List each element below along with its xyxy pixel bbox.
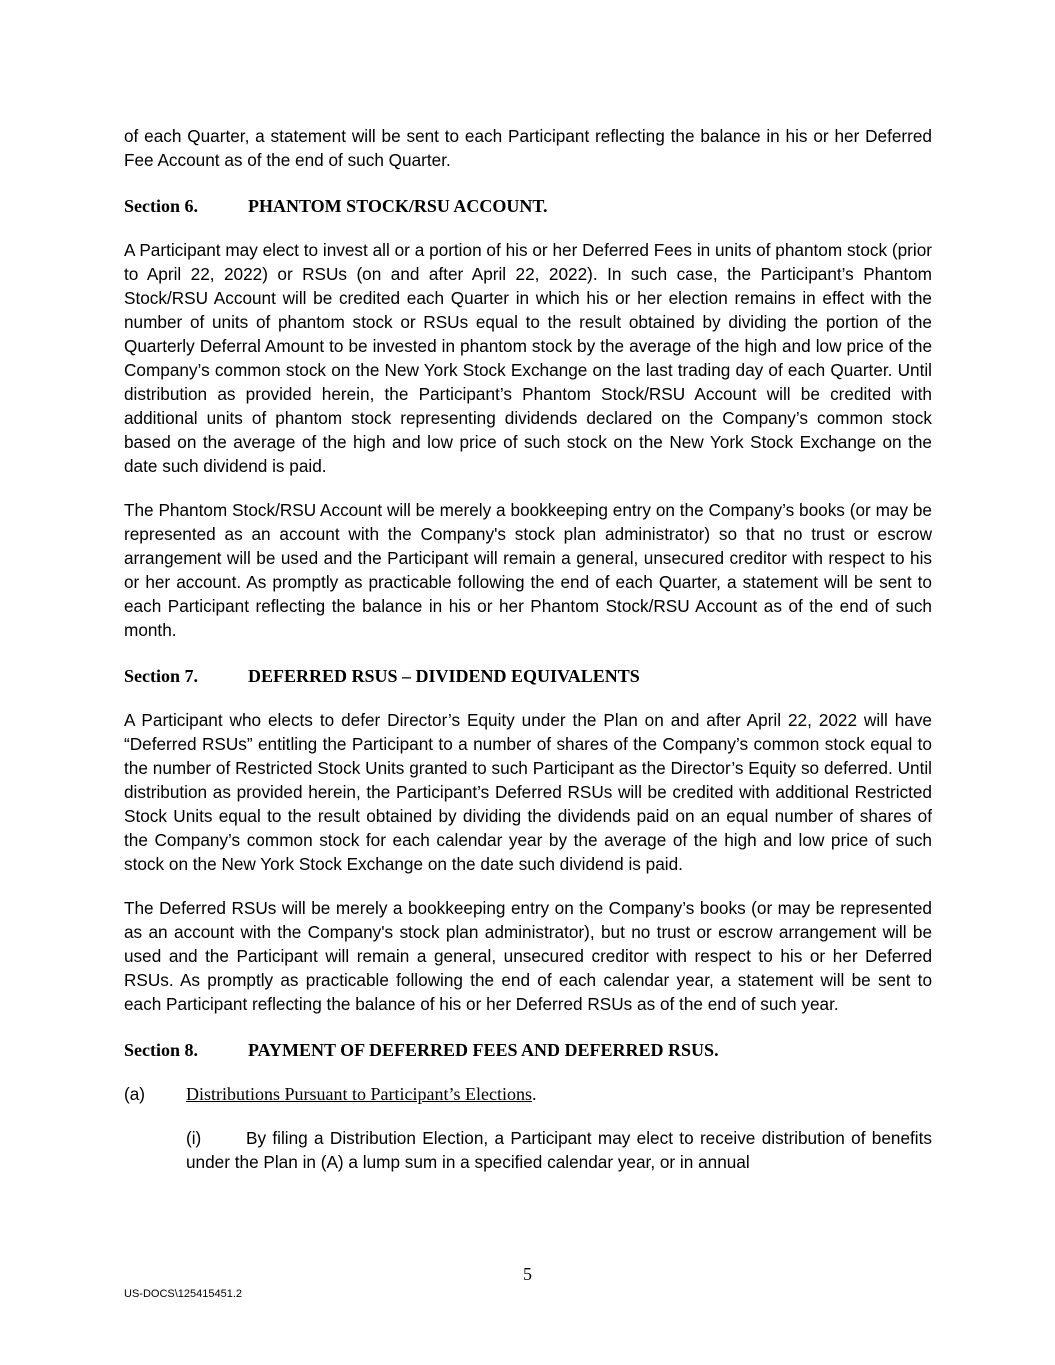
document-id: US-DOCS\125415451.2 bbox=[124, 1288, 243, 1300]
section-6-number: Section 6. bbox=[124, 196, 198, 216]
section-7-number: Section 7. bbox=[124, 666, 198, 686]
section-7-paragraph-1: A Participant who elects to defer Director’s Equity under the Plan on and after April 22, 2022 will have “Deferred RSUs” entitling the Participant to a number of shares of the Company’s common stock equal to the number of Restricted Stock Units granted to such Participant as the Director’s Equity so deferred. Until distribution as provided herein, the Participant’s Deferred RSUs will be credited with additional Restricted Stock Units equal to the result obtained by dividing the dividends paid on an equal number of shares of the Company’s common stock for each calendar year by the average of the high and low price of such stock on the New York Stock Exchange on the date such dividend is paid. bbox=[124, 710, 932, 874]
section-6-heading bbox=[124, 194, 932, 218]
subsection-a bbox=[124, 1082, 932, 1106]
section-7-title: DEFERRED RSUS – DIVIDEND EQUIVALENTS bbox=[248, 666, 640, 686]
page-number: 5 bbox=[523, 1264, 532, 1284]
subsection-a-label: (a) bbox=[124, 1084, 146, 1104]
section-6-paragraph-2: The Phantom Stock/RSU Account will be merely a bookkeeping entry on the Company’s books (or may be represented as an account with the Company's stock plan administrator) so that no trust or escrow arrangement will be used and the Participant will remain a general, unsecured creditor with respect to his or her account. As promptly as practicable following the end of each Quarter, a statement will be sent to each Participant reflecting the balance in his or her Phantom Stock/RSU Account as of the end of such month. bbox=[124, 500, 932, 640]
section-7-paragraph-2: The Deferred RSUs will be merely a bookkeeping entry on the Company’s books (or may be represented as an account with the Company's stock plan administrator), but no trust or escrow arrangement will be used and the Participant will remain a general, unsecured creditor with respect to his or her Deferred RSUs. As promptly as practicable following the end of each calendar year, a statement will be sent to each Participant reflecting the balance of his or her Deferred RSUs as of the end of such year. bbox=[124, 898, 932, 1014]
section-8-number: Section 8. bbox=[124, 1040, 198, 1060]
section-6-paragraph-1: A Participant may elect to invest all or a portion of his or her Deferred Fees in units of phantom stock (prior to April 22, 2022) or RSUs (on and after April 22, 2022). In such case, the Participant’s Phantom Stock/RSU Account will be credited each Quarter in which his or her election remains in effect with the number of units of phantom stock or RSUs equal to the result obtained by dividing the portion of the Quarterly Deferral Amount to be invested in phantom stock by the average of the high and low price of the Company’s common stock on the New York Stock Exchange on the last trading day of each Quarter. Until distribution as provided herein, the Participant’s Phantom Stock/RSU Account will be credited with additional units of phantom stock representing dividends declared on the Company’s common stock based on the average of the high and low price of such stock on the New York Stock Exchange on the date such dividend is paid. bbox=[124, 240, 932, 476]
subsection-a-period: . bbox=[531, 1084, 537, 1104]
section-7-heading bbox=[124, 664, 932, 688]
section-8-heading bbox=[124, 1038, 932, 1062]
section-8-title: PAYMENT OF DEFERRED FEES AND DEFERRED RSUS. bbox=[248, 1040, 719, 1060]
section-6-title: PHANTOM STOCK/RSU ACCOUNT. bbox=[248, 196, 548, 216]
subsection-i-label: (i) bbox=[186, 1128, 202, 1148]
subsection-i-text: By filing a Distribution Election, a Participant may elect to receive distribution of benefits under the Plan in (A) a lump sum in a specified calendar year, or in annual bbox=[186, 1128, 932, 1172]
intro-paragraph: of each Quarter, a statement will be sent to each Participant reflecting the balance in his or her Deferred Fee Account as of the end of such Quarter. bbox=[124, 126, 932, 170]
document-page bbox=[124, 124, 932, 1174]
subsection-i bbox=[186, 1126, 932, 1174]
subsection-a-title: Distributions Pursuant to Participant’s Elections bbox=[186, 1084, 532, 1104]
